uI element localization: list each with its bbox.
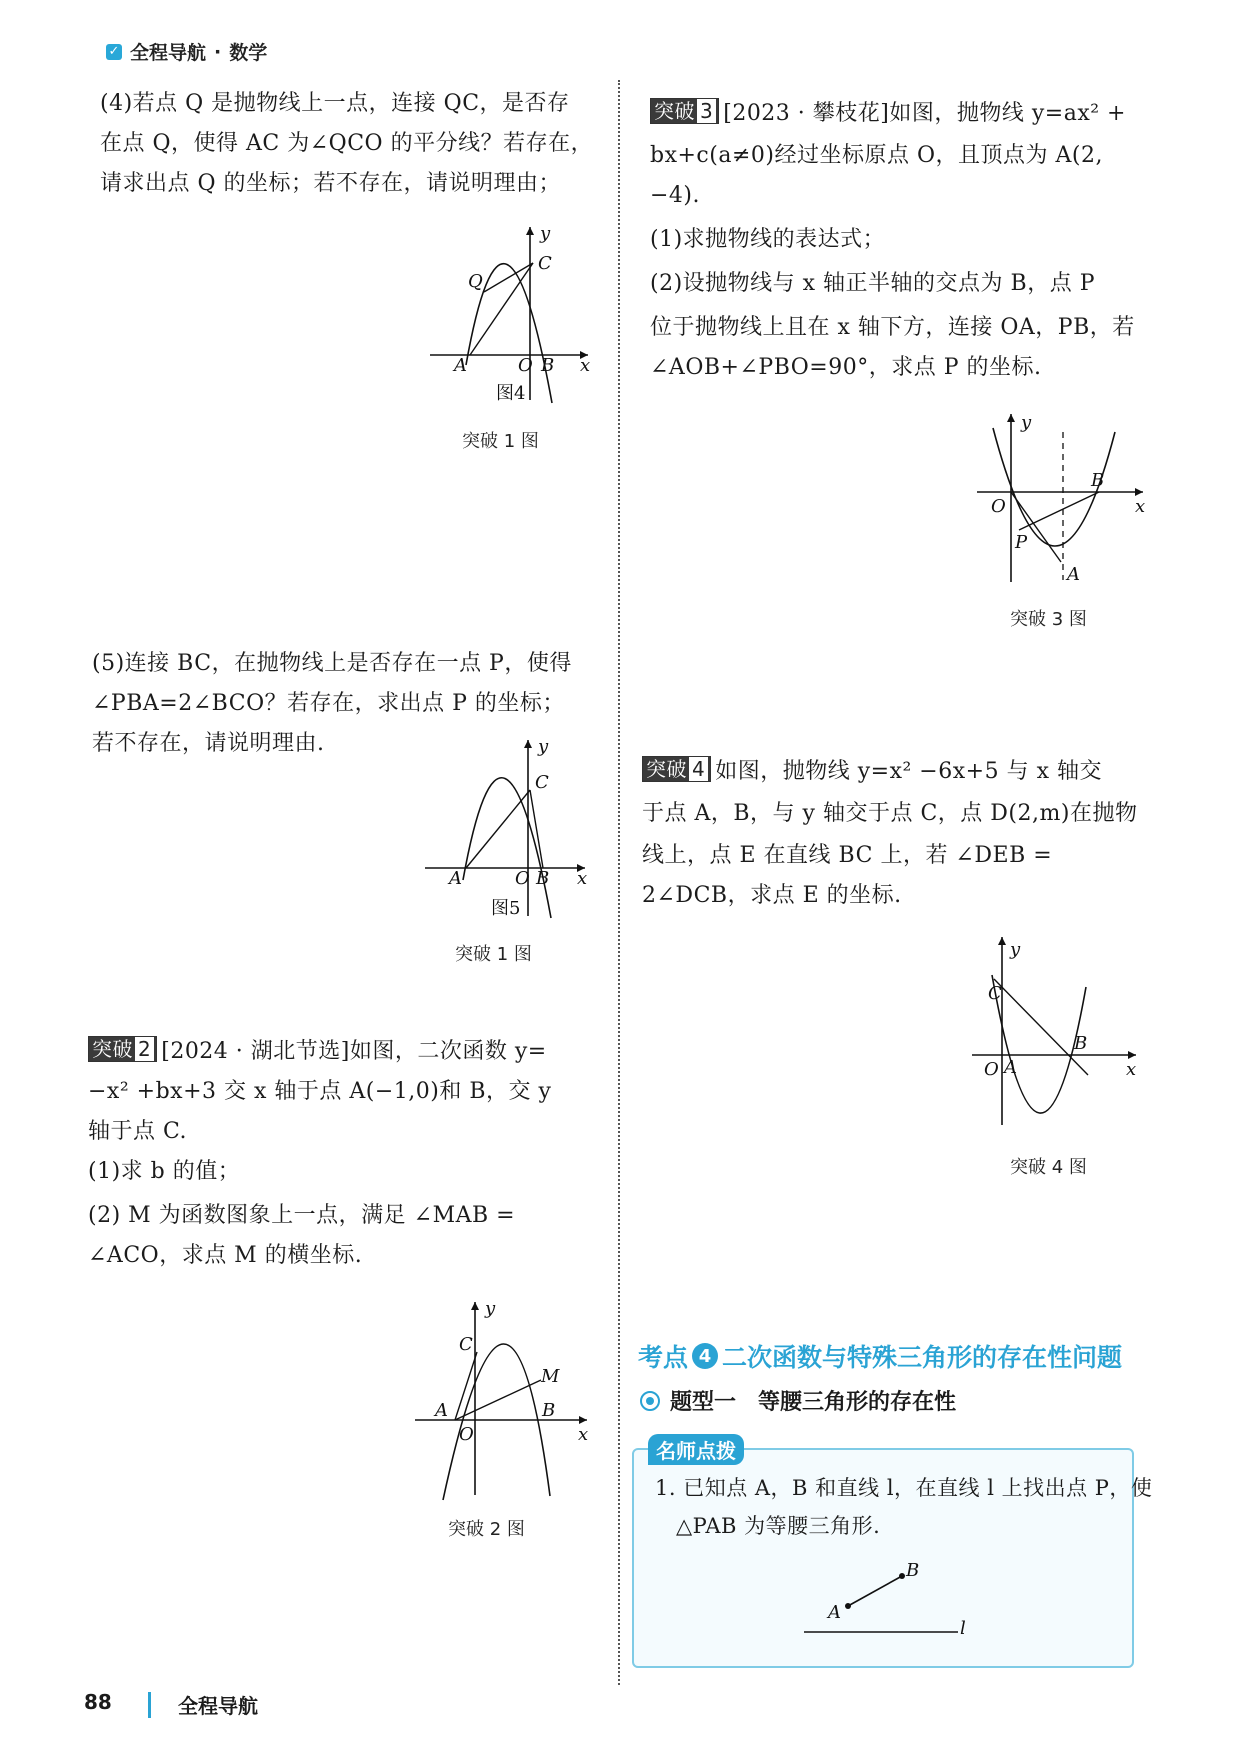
- tupo2-line-4: (1)求 b 的值；: [88, 1159, 241, 1184]
- point-B-label: B: [542, 1400, 556, 1421]
- figure-tupo3-caption: 突破 3 图: [1010, 609, 1087, 630]
- q5-line-1: (5)连接 BC，在抛物线上是否存在一点 P，使得: [92, 651, 572, 676]
- tupo3-line-7: ∠AOB+∠PBO=90°，求点 P 的坐标.: [650, 355, 1042, 380]
- y-axis-label: y: [1010, 939, 1021, 960]
- y-axis-label: y: [485, 1298, 496, 1319]
- figure-4: [430, 225, 600, 415]
- y-axis-label: y: [1021, 412, 1032, 433]
- point-O-label: O: [518, 355, 533, 376]
- point-Q-label: Q: [468, 271, 483, 292]
- tupo3-badge: 突破 3: [650, 98, 719, 124]
- tupo4-badge: 突破 4: [642, 756, 711, 782]
- point-B-label: B: [536, 868, 550, 889]
- point-A-label: A: [828, 1602, 841, 1623]
- point-C-label: C: [988, 983, 1002, 1004]
- tupo3-line-5: (2)设抛物线与 x 轴正半轴的交点为 B，点 P: [650, 271, 1096, 296]
- subsection-heading: 题型一 等腰三角形的存在性: [640, 1385, 956, 1416]
- tupo3-line-6: 位于抛物线上且在 x 轴下方，连接 OA，PB，若: [650, 315, 1135, 340]
- q4-line-2: 在点 Q，使得 AC 为∠QCO 的平分线？若存在，: [100, 131, 594, 156]
- x-axis-label: x: [580, 355, 591, 376]
- point-O-label: O: [991, 496, 1006, 517]
- page-number: 88: [84, 1690, 112, 1714]
- tupo3-line-1: 突破 3 [2023 · 攀枝花]如图，抛物线 y=ax² +: [650, 94, 1126, 134]
- q4-line-3: 请求出点 Q 的坐标；若不存在，请说明理由；: [100, 171, 562, 196]
- tupo3-line-3: −4).: [650, 183, 701, 208]
- figure-tupo2-caption: 突破 2 图: [448, 1519, 525, 1540]
- point-A-label: A: [435, 1400, 448, 1421]
- tupo2-badge: 突破 2: [88, 1036, 157, 1062]
- header-title: 全程导航: [130, 42, 207, 64]
- point-C-label: C: [538, 253, 552, 274]
- tupo4-line-3: 线上，点 E 在直线 BC 上，若 ∠DEB =: [642, 843, 1053, 868]
- point-A-label: A: [449, 868, 462, 889]
- figure-5-caption: 突破 1 图: [455, 944, 532, 965]
- point-C-label: C: [535, 772, 549, 793]
- tip-label: 名师点拨: [648, 1434, 744, 1465]
- point-O-label: O: [459, 1424, 474, 1445]
- point-P-label: P: [1015, 532, 1028, 553]
- point-B-label: B: [1091, 470, 1105, 491]
- tupo2-line-1: 突破 2 [2024 · 湖北节选]如图，二次函数 y=: [88, 1032, 547, 1072]
- figure-4-caption: 突破 1 图: [462, 431, 539, 452]
- tupo2-line-5: (2) M 为函数图象上一点，满足 ∠MAB =: [88, 1203, 516, 1228]
- figure-tupo4: [970, 935, 1145, 1135]
- x-axis-label: x: [1126, 1059, 1137, 1080]
- tupo3-line-2: bx+c(a≠0)经过坐标原点 O，且顶点为 A(2,: [650, 143, 1103, 168]
- footer-divider: [148, 1692, 151, 1718]
- x-axis-label: x: [578, 1424, 589, 1445]
- figure-5: [425, 738, 600, 928]
- tupo2-line-6: ∠ACO，求点 M 的横坐标.: [88, 1243, 363, 1268]
- point-O-label: O: [515, 868, 530, 889]
- tupo2-line-2: −x² +bx+3 交 x 轴于点 A(−1,0)和 B，交 y: [88, 1079, 552, 1104]
- point-B-label: B: [1074, 1033, 1088, 1054]
- tupo4-line-4: 2∠DCB，求点 E 的坐标.: [642, 883, 902, 908]
- column-divider: [618, 80, 620, 1685]
- q5-line-2: ∠PBA=2∠BCO？若存在，求出点 P 的坐标；: [92, 691, 565, 716]
- point-A-label: A: [1067, 564, 1080, 585]
- figure-tupo2: [415, 1300, 595, 1500]
- section-number: 4: [692, 1343, 718, 1369]
- figure-tupo3: [975, 412, 1155, 592]
- line-l-label: l: [960, 1618, 966, 1639]
- figure-5-label: 图5: [491, 898, 521, 919]
- q4-line-1: (4)若点 Q 是抛物线上一点，连接 QC，是否存: [100, 91, 570, 116]
- x-axis-label: x: [577, 868, 588, 889]
- point-O-label: O: [984, 1059, 999, 1080]
- bullet-circle-icon: [640, 1391, 660, 1411]
- point-M-label: M: [541, 1366, 560, 1387]
- point-A-label: A: [454, 355, 467, 376]
- point-B-label: B: [541, 355, 555, 376]
- point-C-label: C: [459, 1334, 473, 1355]
- section-heading: 考点 4 二次函数与特殊三角形的存在性问题: [638, 1343, 1123, 1372]
- y-axis-label: y: [540, 223, 551, 244]
- tupo2-line-3: 轴于点 C.: [88, 1119, 188, 1144]
- figure-4-label: 图4: [496, 383, 526, 404]
- tupo4-line-2: 于点 A，B，与 y 轴交于点 C，点 D(2,m)在抛物: [642, 801, 1138, 826]
- running-header: [106, 38, 267, 65]
- tip-line-1: 1. 已知点 A，B 和直线 l，在直线 l 上找出点 P，使: [655, 1476, 1153, 1500]
- footer-title: 全程导航: [178, 1694, 258, 1718]
- tip-figure: [800, 1552, 980, 1639]
- y-axis-label: y: [538, 736, 549, 757]
- point-B-label: B: [906, 1560, 920, 1581]
- figure-tupo4-caption: 突破 4 图: [1010, 1157, 1087, 1178]
- header-sep: ·: [214, 40, 222, 63]
- tip-line-2: △PAB 为等腰三角形.: [676, 1514, 881, 1538]
- x-axis-label: x: [1135, 496, 1146, 517]
- checkbox-icon: ✓: [106, 44, 122, 60]
- tupo4-line-1: 突破 4 如图，抛物线 y=x² −6x+5 与 x 轴交: [642, 752, 1102, 792]
- point-A-label: A: [1004, 1057, 1017, 1078]
- tupo3-line-4: (1)求抛物线的表达式；: [650, 227, 886, 252]
- q5-line-3: 若不存在，请说明理由.: [92, 731, 325, 756]
- header-subject: 数学: [229, 42, 268, 64]
